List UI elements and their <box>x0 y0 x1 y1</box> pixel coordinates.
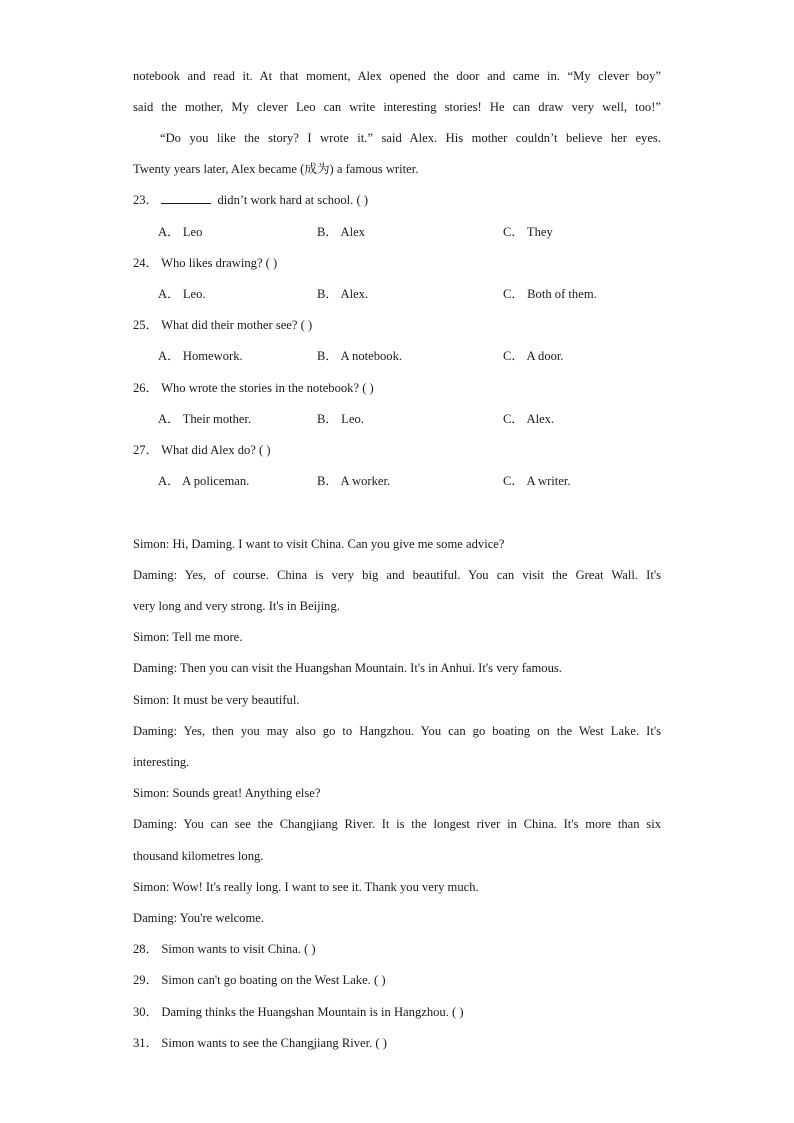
question-25 <box>133 317 661 333</box>
option-b: B． Leo. <box>317 412 364 426</box>
dialogue-line: thousand kilometres long. <box>133 849 264 863</box>
option-b: B． Alex <box>317 225 365 239</box>
question-number: 29． <box>133 973 159 987</box>
option-a: A． A policeman. <box>158 474 250 488</box>
option-c: C． Alex. <box>503 412 555 426</box>
option-c: C． Both of them. <box>503 287 597 301</box>
question-text: What did Alex do? ( ) <box>161 443 271 457</box>
question-number: 25． <box>133 318 159 332</box>
question-text: Simon can't go boating on the West Lake. ( ) <box>161 973 386 987</box>
question-number: 27． <box>133 443 159 457</box>
question-number: 24． <box>133 256 159 270</box>
dialogue-line: Daming: You're welcome. <box>133 911 264 925</box>
question-text: Who likes drawing? ( ) <box>161 256 278 270</box>
option-a: A． Homework. <box>158 349 243 363</box>
option-a: A． Their mother. <box>158 412 252 426</box>
question-28 <box>133 941 661 957</box>
question-31 <box>133 1035 661 1051</box>
question-number: 26． <box>133 381 159 395</box>
question-24 <box>133 255 661 271</box>
option-c: C． A door. <box>503 349 564 363</box>
option-a: A． Leo <box>158 225 203 239</box>
question-29 <box>133 972 661 988</box>
question-text: Who wrote the stories in the notebook? ( ) <box>161 381 374 395</box>
passage-line: “Do you like the story? I wrote it.” said Alex. His mother couldn’t believe her eyes. <box>160 131 661 145</box>
passage-line: said the mother, My clever Leo can write interesting stories! He can draw very well, too!” <box>133 100 661 114</box>
dialogue-line: interesting. <box>133 755 190 769</box>
option-b: B． Alex. <box>317 287 369 301</box>
dialogue-line: Simon: It must be very beautiful. <box>133 693 300 707</box>
question-text: Simon wants to see the Changjiang River. ( ) <box>161 1036 387 1050</box>
passage-line: notebook and read it. At that moment, Alex opened the door and came in. “My clever boy” <box>133 69 661 83</box>
dialogue-line: very long and very strong. It's in Beijing. <box>133 599 340 613</box>
question-30 <box>133 1004 661 1020</box>
question-number: 28． <box>133 942 159 956</box>
question-number: 30． <box>133 1005 159 1019</box>
dialogue-line: Simon: Tell me more. <box>133 630 243 644</box>
question-26 <box>133 380 661 396</box>
question-number: 31． <box>133 1036 159 1050</box>
option-b: B． A worker. <box>317 474 391 488</box>
passage-line: Twenty years later, Alex became (成为) a famous writer. <box>133 162 419 176</box>
dialogue-line: Simon: Sounds great! Anything else? <box>133 786 321 800</box>
question-number: 23． <box>133 193 159 207</box>
question-23 <box>133 192 661 208</box>
option-a: A． Leo. <box>158 287 206 301</box>
dialogue-line: Daming: You can see the Changjiang River. It is the longest river in China. It's more than six <box>133 817 661 831</box>
dialogue-line: Daming: Yes, then you may also go to Hangzhou. You can go boating on the West Lake. It's <box>133 724 661 738</box>
dialogue-line: Daming: Then you can visit the Huangshan Mountain. It's in Anhui. It's very famous. <box>133 661 562 675</box>
dialogue-line: Simon: Wow! It's really long. I want to see it. Thank you very much. <box>133 880 479 894</box>
question-text: Daming thinks the Huangshan Mountain is in Hangzhou. ( ) <box>161 1005 464 1019</box>
option-c: C． They <box>503 225 553 239</box>
question-text: Simon wants to visit China. ( ) <box>161 942 316 956</box>
question-text: What did their mother see? ( ) <box>161 318 313 332</box>
question-27 <box>133 442 661 458</box>
option-b: B． A notebook. <box>317 349 403 363</box>
dialogue-line: Simon: Hi, Daming. I want to visit China. Can you give me some advice? <box>133 537 505 551</box>
option-c: C． A writer. <box>503 474 571 488</box>
dialogue-line: Daming: Yes, of course. China is very big and beautiful. You can visit the Great Wall. It's <box>133 568 661 582</box>
answer-blank <box>161 192 211 204</box>
question-text: didn’t work hard at school. ( ) <box>217 193 369 207</box>
